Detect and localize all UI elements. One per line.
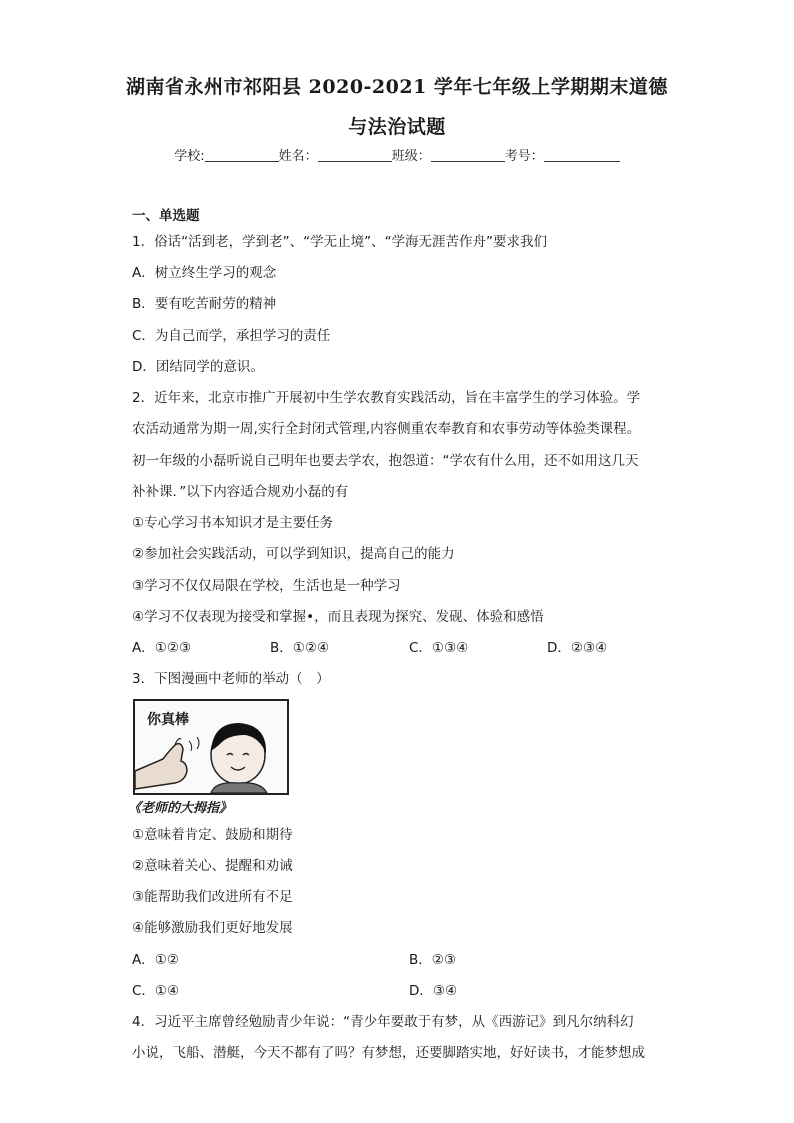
- name-label: 姓名：: [278, 149, 318, 164]
- q2-stem-line-3: 初一年级的小磊听说自己明年也要去学农，抱怨道：“学农有什么用，还不如用这几天: [132, 453, 639, 469]
- q1-option-a: A．树立终生学习的观念: [132, 265, 277, 281]
- q3-statement-2: ②意味着关心、提醒和劝诫: [132, 858, 293, 874]
- q2-statement-1: ①专心学习书本知识才是主要任务: [132, 515, 334, 531]
- section-title: 一、单选题: [132, 208, 200, 224]
- q1-option-d: D．团结同学的意识。: [132, 359, 264, 375]
- q2-option-c: C．①③④: [409, 640, 469, 656]
- q2-option-b: B．①②④: [270, 640, 330, 656]
- q2-statement-4: ④学习不仅表现为接受和掌握•，而且表现为探究、发砚、体验和感悟: [132, 609, 544, 625]
- q2-option-a: A．①②③: [132, 640, 192, 656]
- q4-stem-line-1: 4．习近平主席曾经勉励青少年说：“青少年要敢于有梦，从《西游记》到凡尔纳科幻: [132, 1014, 634, 1030]
- cartoon-image: [133, 699, 289, 795]
- school-label: 学校:: [174, 149, 205, 164]
- name-blank[interactable]: [318, 147, 392, 162]
- q1-option-b: B．要有吃苦耐劳的精神: [132, 296, 277, 312]
- q4-stem-line-2: 小说，飞船、潜艇，今天不都有了吗？有梦想，还要脚踏实地，好好读书，才能梦想成: [132, 1045, 645, 1061]
- student-info-row: [0, 145, 794, 164]
- cartoon-speech-text: 你真棒: [147, 712, 189, 728]
- q1-option-c: C．为自己而学，承担学习的责任: [132, 328, 331, 344]
- cartoon-caption: 《老师的大拇指》: [128, 801, 233, 816]
- q2-option-d: D．②③④: [547, 640, 608, 656]
- q3-option-c: C．①④: [132, 983, 180, 999]
- q1-stem: 1．俗话“活到老，学到老”、“学无止境”、“学海无涯苦作舟”要求我们: [132, 234, 548, 250]
- q3-statement-1: ①意味着肯定、鼓励和期待: [132, 827, 293, 843]
- q3-option-a: A．①②: [132, 952, 179, 968]
- q3-statement-3: ③能帮助我们改进所有不足: [132, 889, 293, 905]
- cartoon-drawing: [135, 701, 287, 793]
- exam-no-blank[interactable]: [544, 147, 620, 162]
- q3-option-b: B．②③: [409, 952, 456, 968]
- school-blank[interactable]: [205, 147, 279, 162]
- page-title-line-1: 湖南省永州市祁阳县 2020-2021 学年七年级上学期期末道德: [126, 76, 668, 98]
- page-title-line-2: 与法治试题: [348, 116, 446, 138]
- q3-statement-4: ④能够激励我们更好地发展: [132, 920, 293, 936]
- q3-option-d: D．③④: [409, 983, 458, 999]
- q2-stem-line-4: 补补课．”以下内容适合规劝小磊的有: [132, 484, 349, 500]
- class-label: 班级：: [391, 149, 431, 164]
- q2-options-row: [132, 638, 652, 658]
- q2-statement-3: ③学习不仅仅局限在学校，生活也是一种学习: [132, 578, 401, 594]
- q3-stem: 3．下图漫画中老师的举动（ ）: [132, 671, 330, 687]
- q2-stem-line-2: 农活动通常为期一周,实行全封闭式管理,内容侧重农奉教育和农事劳动等体验类课程。: [132, 421, 641, 437]
- exam-no-label: 考号：: [504, 149, 544, 164]
- q3-options-row-1: [132, 950, 652, 970]
- q2-statement-2: ②参加社会实践活动，可以学到知识，提高自己的能力: [132, 546, 455, 562]
- class-blank[interactable]: [431, 147, 505, 162]
- q3-options-row-2: [132, 981, 652, 1001]
- q2-stem-line-1: 2．近年来，北京市推广开展初中生学农教育实践活动，旨在丰富学生的学习体验。学: [132, 390, 641, 406]
